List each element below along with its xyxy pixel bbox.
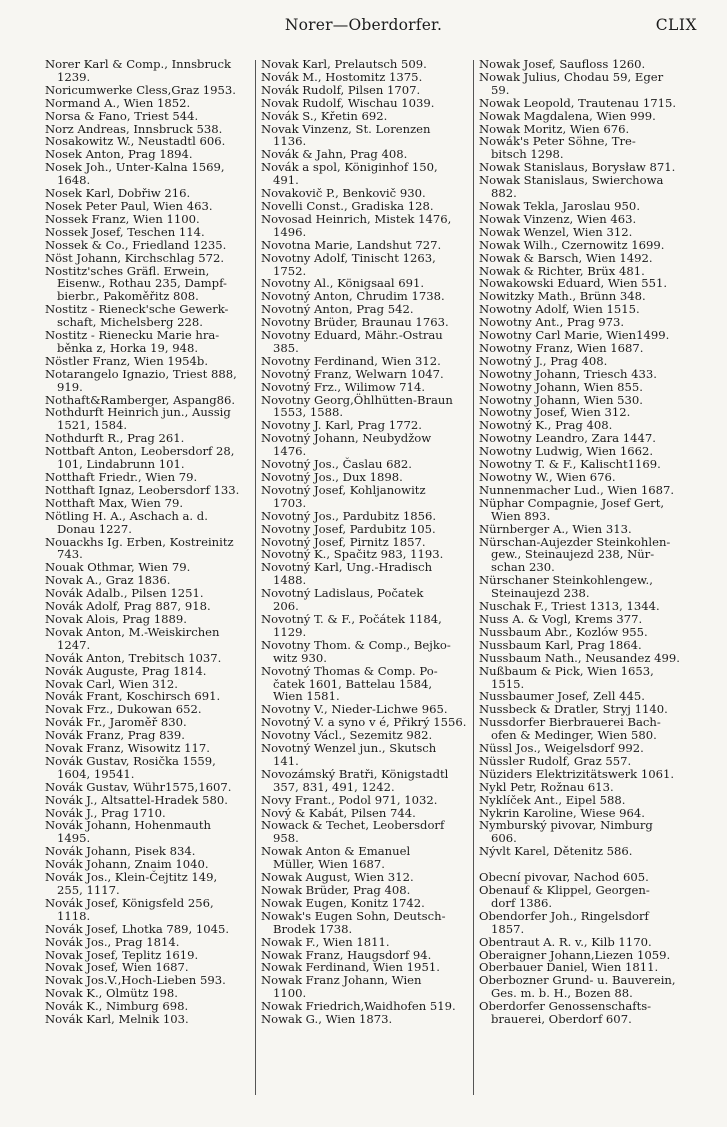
directory-entry: Oberbauer Daniel, Wien 1811.: [479, 960, 659, 975]
directory-entry: Nosek Anton, Prag 1894.: [45, 147, 193, 162]
entry-continuation: 1488.: [273, 573, 307, 588]
directory-entry: Novotný Josef, Kohljanowitz: [261, 482, 426, 497]
directory-entry: Nostitz - Rienecku Marie hra-: [45, 328, 220, 343]
directory-entry: Nouackhs Ig. Erben, Kostreinitz: [45, 534, 234, 549]
directory-entry: Nowotny Ant., Prag 973.: [479, 315, 625, 330]
directory-entry: Nouak Othmar, Wien 79.: [45, 560, 191, 575]
directory-entry: Nowotny T. & F., Kalischt1169.: [479, 457, 661, 472]
directory-entry: Novak Vinzenz, St. Lorenzen: [261, 121, 431, 136]
directory-entry: Nowak Wilh., Czernowitz 1699.: [479, 237, 665, 252]
directory-entry: Novotny Georg,Öhlhütten-Braun: [261, 392, 453, 407]
directory-entry: Nowotny Johann, Wien 530.: [479, 392, 643, 407]
directory-entry: Nowak Franz Johann, Wien: [261, 973, 422, 988]
directory-entry: Novák Adolf, Prag 887, 918.: [45, 599, 211, 614]
entry-continuation: brauerei, Oberdorf 607.: [491, 1012, 632, 1027]
entry-continuation: 1476.: [273, 444, 307, 459]
directory-entry: Novotný Ladislaus, Počatek: [261, 586, 424, 601]
entry-continuation: 1136.: [273, 134, 307, 149]
directory-entry: Nossek & Co., Friedland 1235.: [45, 237, 227, 252]
entry-continuation: bierbr., Pakoměřitz 808.: [57, 289, 199, 304]
directory-entry: Novák Johann, Pisek 834.: [45, 844, 196, 859]
directory-entry: Nowak Magdalena, Wien 999.: [479, 108, 656, 123]
directory-entry: Nowotný J., Prag 408.: [479, 353, 608, 368]
directory-entry: Notthaft Max, Wien 79.: [45, 495, 184, 510]
directory-entry: Novotný Jos., Časlau 682.: [261, 457, 412, 472]
directory-entry: Novák Frant, Koschirsch 691.: [45, 689, 221, 704]
directory-entry: Novotny V., Nieder-Lichwe 965.: [261, 702, 448, 717]
entry-continuation: 1521, 1584.: [57, 418, 128, 433]
directory-entry: Novák Fr., Jaroměř 830.: [45, 715, 187, 730]
directory-entry: Nunnenmacher Lud., Wien 1687.: [479, 482, 675, 497]
entry-continuation: Steinaujezd 238.: [491, 586, 590, 601]
directory-entry: Normand A., Wien 1852.: [45, 95, 191, 110]
directory-entry: Novotny Adolf, Tinischt 1263,: [261, 250, 436, 265]
directory-entry: Novák S., Křetin 692.: [261, 108, 388, 123]
entry-continuation: 101, Lindabrunn 101.: [57, 457, 185, 472]
directory-entry: Novotny Václ., Sezemitz 982.: [261, 728, 433, 743]
directory-entry: Nowotny Johann, Wien 855.: [479, 379, 643, 394]
directory-entry: Nývlt Karel, Dětenitz 586.: [479, 844, 633, 859]
directory-entry: Nürnberger A., Wien 313.: [479, 521, 632, 536]
directory-entry: Novotný K., Spačitz 983, 1193.: [261, 547, 444, 562]
directory-entry: Nüphar Compagnie, Josef Gert,: [479, 495, 665, 510]
entry-continuation: schaft, Michelsberg 228.: [57, 315, 203, 330]
directory-entry: Novák Franz, Prag 839.: [45, 728, 185, 743]
directory-entry: Nothaft&Ramberger, Aspang86.: [45, 392, 236, 407]
directory-entry: Novák Johann, Znaim 1040.: [45, 857, 209, 872]
directory-entry: Nosakowitz W., Neustadtl 606.: [45, 134, 226, 149]
directory-entry: Nussdorfer Bierbrauerei Bach-: [479, 715, 661, 730]
running-title: Norer—Oberdorfer.: [284, 16, 443, 34]
directory-entry: Nosek Peter Paul, Wien 463.: [45, 198, 213, 213]
directory-entry: Novak Anton, M.-Weiskirchen: [45, 624, 220, 639]
entry-continuation: 59.: [491, 82, 510, 97]
entry-continuation: 1496.: [273, 224, 307, 239]
entry-continuation: 1495.: [57, 831, 91, 846]
directory-entry: Novák Jos., Klein-Čejtitz 149,: [45, 870, 218, 885]
directory-entry: Oberdorfer Genossenschafts-: [479, 999, 652, 1014]
directory-entry: Nüziders Elektrizitätswerk 1061.: [479, 766, 675, 781]
directory-entry: Novák Gustav, Rosička 1559,: [45, 753, 216, 768]
directory-entry: Novotny Ferdinand, Wien 312.: [261, 353, 441, 368]
directory-entry: Novak Karl, Prelautsch 509.: [261, 58, 427, 71]
directory-entry: Nowak F., Wien 1811.: [261, 934, 390, 949]
directory-entry: Nöst Johann, Kirchschlag 572.: [45, 250, 225, 265]
directory-column-2: [261, 58, 468, 1108]
directory-entry: Novotný Jos., Dux 1898.: [261, 470, 403, 484]
entry-continuation: 491.: [273, 173, 299, 188]
directory-entry: Norz Andreas, Innsbruck 538.: [45, 121, 223, 136]
directory-entry: Nüssl Jos., Weigelsdorf 992.: [479, 741, 644, 756]
directory-entry: Novák Josef, Königsfeld 256,: [45, 895, 214, 910]
directory-entry: Nürschan-Aujezder Steinkohlen-: [479, 534, 671, 549]
directory-entry: Novotny Brüder, Braunau 1763.: [261, 315, 449, 330]
directory-entry: Nowakowski Eduard, Wien 551.: [479, 276, 668, 291]
directory-entry: Novozámský Bratři, Königstadtl: [261, 766, 449, 781]
directory-entry: Nowak Stanislaus, Borysław 871.: [479, 160, 676, 175]
directory-entry: Nowak Franz, Haugsdorf 94.: [261, 947, 432, 962]
entry-continuation: 1553, 1588.: [273, 405, 344, 420]
directory-entry: Nowitzky Math., Brünn 348.: [479, 289, 646, 304]
directory-entry: Oberbozner Grund- u. Bauverein,: [479, 973, 676, 988]
directory-entry: Nossek Josef, Teschen 114.: [45, 224, 205, 239]
entry-continuation: schan 230.: [491, 560, 555, 575]
directory-entry: Nowack & Techet, Leobersdorf: [261, 818, 445, 833]
directory-entry: Oberaigner Johann,Liezen 1059.: [479, 947, 671, 962]
directory-entry: Nowak Brüder, Prag 408.: [261, 883, 411, 897]
directory-entry: Nowak Stanislaus, Swierchowa: [479, 173, 664, 188]
entry-continuation: běnka z, Horka 19, 948.: [57, 340, 199, 355]
directory-entry: Obenauf & Klippel, Georgen-: [479, 882, 650, 897]
entry-continuation: 1239.: [57, 69, 91, 84]
entry-continuation: 743.: [57, 547, 83, 562]
directory-entry: Nowak & Richter, Brüx 481.: [479, 263, 645, 278]
directory-entry: Notthaft Ignaz, Leobersdorf 133.: [45, 482, 240, 497]
entry-continuation: Wien 1581.: [273, 689, 340, 704]
directory-entry: Nosek Karl, Dobřiw 216.: [45, 186, 191, 201]
directory-entry: Novotny Eduard, Mähr.-Ostrau: [261, 328, 443, 343]
directory-entry: Nüssler Rudolf, Graz 557.: [479, 753, 632, 768]
directory-entry: Nowak Ferdinand, Wien 1951.: [261, 960, 440, 975]
directory-entry: Novotný T. & F., Počátek 1184,: [261, 611, 442, 626]
directory-entry: Obentraut A. R. v., Kilb 1170.: [479, 934, 652, 949]
directory-entry: Nový & Kabát, Pilsen 744.: [261, 805, 416, 820]
entry-continuation: Eisenw., Rothau 235, Dampf-: [57, 276, 227, 291]
directory-entry: Norer Karl & Comp., Innsbruck: [45, 58, 232, 71]
directory-entry: Nowák's Peter Söhne, Tre-: [479, 134, 636, 149]
entry-continuation: 1703.: [273, 495, 307, 510]
directory-entry: Nymburský pivovar, Nimburg: [479, 818, 653, 833]
directory-entry: Nowak Vinzenz, Wien 463.: [479, 211, 637, 226]
directory-entry: Nussbaum Karl, Prag 1864.: [479, 637, 642, 652]
directory-entry: Novák Johann, Hohenmauth: [45, 818, 211, 833]
directory-entry: Nussbeck & Dratler, Stryj 1140.: [479, 702, 668, 717]
entry-continuation: 141.: [273, 753, 299, 768]
directory-entry: Novotna Marie, Landshut 727.: [261, 237, 442, 252]
page-header: [0, 12, 727, 38]
entry-continuation: 1515.: [491, 676, 525, 691]
entry-continuation: 255, 1117.: [57, 883, 120, 897]
directory-entry: Nowotny Carl Marie, Wien1499.: [479, 328, 670, 343]
entry-continuation: 1604, 19541.: [57, 766, 135, 781]
directory-entry: Nußbaum & Pick, Wien 1653,: [479, 663, 654, 678]
directory-entry: Norsa & Fano, Triest 544.: [45, 108, 199, 123]
entry-continuation: čatek 1601, Battelau 1584,: [273, 676, 433, 691]
directory-entry: Novák M., Hostomitz 1375.: [261, 69, 423, 84]
entry-continuation: 385.: [273, 340, 299, 355]
entry-continuation: 1648.: [57, 173, 91, 188]
directory-entry: Nowotny Adolf, Wien 1515.: [479, 302, 640, 317]
directory-entry: Nöstler Franz, Wien 1954b.: [45, 353, 209, 368]
directory-entry: Nossek Franz, Wien 1100.: [45, 211, 200, 226]
directory-entry: Novák J., Altsattel-Hradek 580.: [45, 792, 228, 807]
page-number: CLIX: [655, 16, 697, 34]
directory-entry: Nowak Josef, Saufloss 1260.: [479, 58, 646, 71]
directory-entry: Nowotny Ludwig, Wien 1662.: [479, 444, 654, 459]
directory-entry: Novotný Josef, Pirnitz 1857.: [261, 534, 426, 549]
directory-entry: Nuschak F., Triest 1313, 1344.: [479, 599, 660, 614]
entry-continuation: 206.: [273, 599, 299, 614]
directory-entry: Novák a spol, Königinhof 150,: [261, 160, 438, 175]
directory-entry: Novotný Jos., Pardubitz 1856.: [261, 508, 437, 523]
directory-entry: Nowotny Leandro, Zara 1447.: [479, 431, 656, 446]
entry-continuation: Müller, Wien 1687.: [273, 857, 385, 872]
directory-entry: Novak Franz, Wisowitz 117.: [45, 741, 210, 756]
directory-entry: Novotný Anton, Prag 542.: [261, 302, 414, 317]
directory-entry: Nötling H. A., Aschach a. d.: [45, 508, 208, 523]
directory-entry: Nowak Moritz, Wien 676.: [479, 121, 630, 136]
column-rule-1: [255, 60, 256, 1095]
directory-entry: Nykrin Karoline, Wiese 964.: [479, 805, 645, 820]
entry-continuation: 958.: [273, 831, 299, 846]
entry-continuation: 1752.: [273, 263, 307, 278]
column-rule-2: [473, 60, 474, 1095]
directory-entry: Novak Carl, Wien 312.: [45, 676, 178, 691]
directory-entry: Nowotny W., Wien 676.: [479, 470, 616, 484]
directory-entry: Nosek Joh., Unter-Kalna 1569,: [45, 160, 225, 175]
directory-column-3: [479, 58, 689, 1108]
directory-entry: Novák Adalb., Pilsen 1251.: [45, 586, 204, 601]
directory-entry: Novotný Wenzel jun., Skutsch: [261, 741, 437, 756]
directory-entry: Nothdurft R., Prag 261.: [45, 431, 185, 446]
directory-entry: Nostitz - Rieneck'sche Gewerk-: [45, 302, 229, 317]
directory-entry: Nussbaum Abr., Kozlów 955.: [479, 624, 648, 639]
directory-entry: Nowak Leopold, Trautenau 1715.: [479, 95, 677, 110]
directory-entry: Obendorfer Joh., Ringelsdorf: [479, 908, 649, 923]
entry-continuation: gew., Steinaujezd 238, Nür-: [491, 547, 655, 562]
entry-continuation: bitsch 1298.: [491, 147, 564, 162]
entry-continuation: Wien 893.: [491, 508, 551, 523]
directory-entry: Novák Karl, Melnik 103.: [45, 1012, 189, 1027]
directory-entry: Nowotny Johann, Triesch 433.: [479, 366, 657, 381]
directory-entry: Novelli Const., Gradiska 128.: [261, 198, 434, 213]
directory-entry: Novotný Johann, Neubydžow: [261, 431, 432, 446]
directory-entry: Nowotný K., Prag 408.: [479, 418, 613, 433]
directory-entry: Novak Josef, Wien 1687.: [45, 960, 189, 975]
entry-continuation: 1118.: [57, 908, 91, 923]
directory-entry: Nowotny Franz, Wien 1687.: [479, 340, 644, 355]
directory-entry: Novák Gustav, Wühr1575,1607.: [45, 779, 232, 794]
directory-entry: Novák J., Prag 1710.: [45, 805, 166, 820]
directory-entry: Novotný Franz, Welwarn 1047.: [261, 366, 444, 381]
directory-entry: Novák Anton, Trebitsch 1037.: [45, 650, 222, 665]
directory-entry: Novak Frz., Dukowan 652.: [45, 702, 202, 717]
directory-entry: Novosad Heinrich, Mistek 1476,: [261, 211, 452, 226]
directory-entry: Notthaft Friedr., Wien 79.: [45, 470, 198, 484]
directory-entry: Nowak Eugen, Konitz 1742.: [261, 895, 425, 910]
entry-continuation: 882.: [491, 186, 517, 201]
directory-entry: Novotný Frz., Wilimow 714.: [261, 379, 425, 394]
directory-entry: Nowak Julius, Chodau 59, Eger: [479, 69, 664, 84]
directory-entry: Novak K., Olmütz 198.: [45, 986, 178, 1001]
entry-continuation: Donau 1227.: [57, 521, 132, 536]
directory-entry: Nowak's Eugen Sohn, Deutsch-: [261, 908, 446, 923]
entry-continuation: 606.: [491, 831, 517, 846]
directory-entry: Novotný V. a syno v é, Přikrý 1556.: [261, 715, 467, 730]
directory-entry: Novy Frant., Podol 971, 1032.: [261, 792, 438, 807]
directory-entry: Novak Jos.V.,Hoch-Lieben 593.: [45, 973, 226, 988]
entry-continuation: dorf 1386.: [491, 895, 553, 910]
directory-entry: Nowak G., Wien 1873.: [261, 1012, 393, 1027]
entry-continuation: 1129.: [273, 624, 307, 639]
directory-entry: Nürschaner Steinkohlengew.,: [479, 573, 653, 588]
directory-entry: Novák Auguste, Prag 1814.: [45, 663, 207, 678]
directory-entry: Novotny Thom. & Comp., Bejko-: [261, 637, 451, 652]
directory-entry: Noricumwerke Cless,Graz 1953.: [45, 82, 236, 97]
directory-entry: Novakovič P., Benkovič 930.: [261, 186, 426, 201]
entry-continuation: Ges. m. b. H., Bozen 88.: [491, 986, 633, 1001]
directory-entry: Novotny Al., Königsaal 691.: [261, 276, 425, 291]
directory-entry: Novotný Karl, Ung.-Hradisch: [261, 560, 433, 575]
directory-entry: Novák Rudolf, Pilsen 1707.: [261, 82, 421, 97]
directory-entry: Nowak & Barsch, Wien 1492.: [479, 250, 653, 265]
directory-entry: Nowak Friedrich,Waidhofen 519.: [261, 999, 456, 1014]
directory-entry: Nowotny Josef, Wien 312.: [479, 405, 631, 420]
directory-entry: Novak Alois, Prag 1889.: [45, 611, 187, 626]
directory-entry: Novotný Anton, Chrudim 1738.: [261, 289, 445, 304]
directory-entry: Nowak Anton & Emanuel: [261, 844, 411, 859]
directory-entry: Novák Jos., Prag 1814.: [45, 934, 180, 949]
directory-entry: Obecní pivovar, Nachod 605.: [479, 870, 649, 885]
directory-entry: Novák Josef, Lhotka 789, 1045.: [45, 921, 230, 936]
directory-entry: Notarangelo Ignazio, Triest 888,: [45, 366, 237, 381]
directory-entry: Novák & Jahn, Prag 408.: [261, 147, 408, 162]
directory-entry: Novák K., Nimburg 698.: [45, 999, 189, 1014]
directory-column-1: [45, 58, 250, 1108]
directory-entry: Novak Josef, Teplitz 1619.: [45, 947, 199, 962]
entry-continuation: 1247.: [57, 637, 91, 652]
entry-continuation: 1100.: [273, 986, 307, 1001]
directory-entry: Nowak Wenzel, Wien 312.: [479, 224, 633, 239]
directory-entry: Nostitz'sches Gräfl. Erwein,: [45, 263, 210, 278]
entry-continuation: 357, 831, 491, 1242.: [273, 779, 395, 794]
directory-entry: Nottbaft Anton, Leobersdorf 28,: [45, 444, 235, 459]
directory-entry: Novak A., Graz 1836.: [45, 573, 171, 588]
directory-entry: Nyklíček Ant., Eipel 588.: [479, 792, 626, 807]
directory-entry: Novotny Josef, Pardubitz 105.: [261, 521, 436, 536]
directory-entry: Nykl Petr, Rožnau 613.: [479, 779, 614, 794]
directory-entry: Nothdurft Heinrich jun., Aussig: [45, 405, 231, 420]
entry-continuation: ofen & Medinger, Wien 580.: [491, 728, 657, 743]
entry-continuation: witz 930.: [273, 650, 327, 665]
directory-entry: Novotný Thomas & Comp. Po-: [261, 663, 438, 678]
directory-entry: Nowak August, Wien 312.: [261, 870, 414, 885]
directory-entry: Nuss A. & Vogl, Krems 377.: [479, 611, 643, 626]
directory-entry: Nussbaumer Josef, Zell 445.: [479, 689, 645, 704]
entry-continuation: 919.: [57, 379, 83, 394]
directory-entry: Nowak Tekla, Jaroslau 950.: [479, 198, 640, 213]
directory-entry: Novotny J. Karl, Prag 1772.: [261, 418, 422, 433]
entry-continuation: 1857.: [491, 921, 525, 936]
directory-entry: Novak Rudolf, Wischau 1039.: [261, 95, 435, 110]
entry-continuation: Brodek 1738.: [273, 921, 353, 936]
directory-entry: Nussbaum Nath., Neusandez 499.: [479, 650, 680, 665]
